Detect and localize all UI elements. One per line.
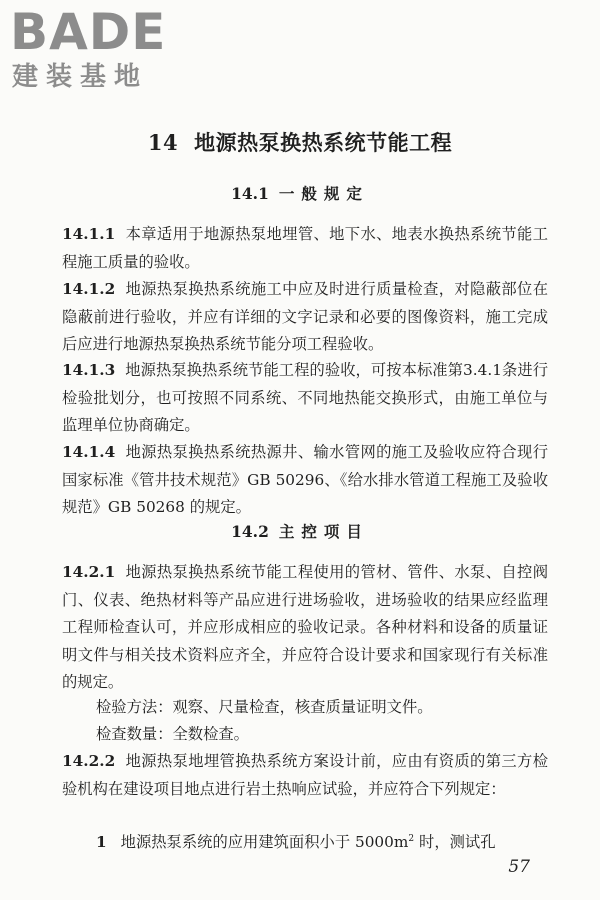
page-number: 57: [508, 857, 530, 877]
clause-number: 14.1.2: [62, 280, 116, 298]
clause-text: 地源热泵地埋管换热系统方案设计前，应由有资质的第三方检验机构在建设项目地点进行岩土热响应试验，并应符合下列规定：: [62, 752, 548, 798]
clause-paragraph: [62, 748, 548, 803]
item-text: 地源热泵系统的应用建筑面积小于 5000m: [120, 833, 409, 851]
clause-text: 地源热泵换热系统节能工程的验收，可按本标准第3.4.1条进行检验批划分，也可按照不同系统、不同地热能交换形式，由施工单位与监理单位协商确定。: [62, 361, 548, 435]
chapter-number: 14: [147, 130, 179, 155]
clause-number: 14.2.1: [62, 563, 116, 581]
section-title: [0, 182, 600, 206]
logo-subtitle: 建装基地: [12, 62, 149, 92]
clause-text: 地源热泵换热系统施工中应及时进行质量检查，对隐蔽部位在隐蔽前进行验收，并应有详细的文字记录和必要的图像资料，施工完成后应进行地源热泵换热系统节能分项工程验收。: [62, 280, 548, 354]
section-title: [0, 520, 600, 544]
section-heading: 一般规定: [278, 184, 369, 203]
clause-text: 本章适用于地源热泵地埋管、地下水、地表水换热系统节能工程施工质量的验收。: [62, 225, 548, 271]
section-number: 14.2: [231, 522, 269, 541]
clause-number: 14.1.3: [62, 361, 116, 379]
inspection-quantity: 检查数量：全数检查。: [96, 725, 249, 743]
clause-number: 14.1.1: [62, 225, 116, 243]
section-heading: 主控项目: [278, 522, 369, 541]
logo-wordmark: BADE: [10, 3, 167, 61]
item-text-continued: 时，测试孔: [414, 833, 496, 851]
clause-number: 14.1.4: [62, 443, 116, 461]
clause-paragraph: [62, 559, 548, 697]
clause-text: 地源热泵换热系统节能工程使用的管材、管件、水泵、自控阀门、仪表、绝热材料等产品应进行进场验收，进场验收的结果应经监理工程师检查认可，并应形成相应的验收记录。各种材料和设备的质量证明文件与相关技术资料应齐全，并应符合设计要求和国家现行有关标准的规定。: [62, 563, 548, 692]
chapter-title: [0, 128, 600, 158]
clause-paragraph: [62, 357, 548, 440]
clause-paragraph: [62, 439, 548, 522]
inspection-method: 检验方法：观察、尺量检查，核查质量证明文件。: [96, 698, 433, 716]
clause-paragraph: [62, 276, 548, 359]
chapter-heading: 地源热泵换热系统节能工程: [194, 130, 453, 155]
section-number: 14.1: [231, 184, 269, 203]
clause-text: 地源热泵换热系统热源井、输水管网的施工及验收应符合现行国家标准《管井技术规范》GB 50296、《给水排水管道工程施工及验收规范》GB 50268 的规定。: [62, 443, 548, 517]
clause-number: 14.2.2: [62, 752, 116, 770]
clause-paragraph: [62, 221, 548, 276]
item-number: 1: [96, 833, 107, 851]
list-item: [96, 829, 548, 857]
bade-logo: [10, 4, 180, 94]
superscript: 2: [408, 833, 415, 844]
